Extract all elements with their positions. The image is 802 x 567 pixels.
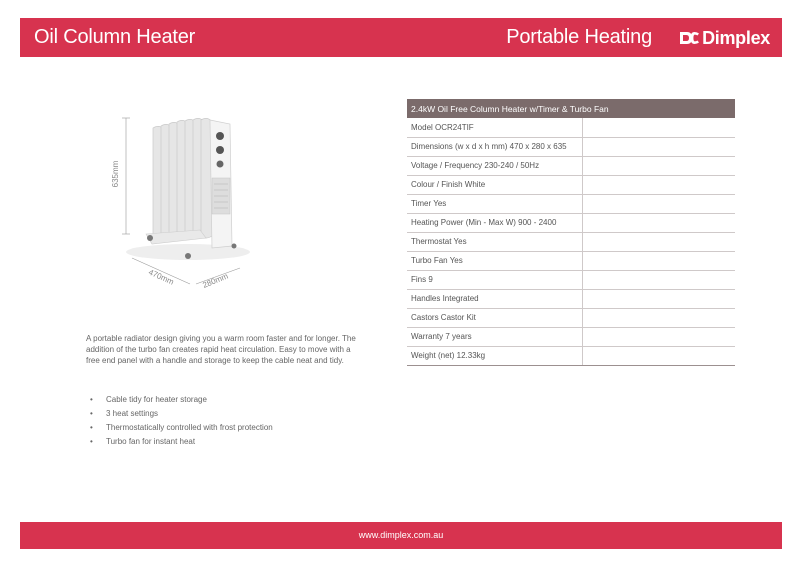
- spec-cell: Voltage / Frequency 230-240 / 50Hz: [407, 156, 582, 175]
- table-row: [407, 213, 735, 232]
- table-row: [407, 137, 735, 156]
- table-row: [407, 308, 735, 327]
- spec-cell: Thermostat Yes: [407, 232, 582, 251]
- spec-cell: Castors Castor Kit: [407, 308, 582, 327]
- spec-empty-cell: [582, 232, 735, 251]
- spec-cell: Turbo Fan Yes: [407, 251, 582, 270]
- spec-empty-cell: [582, 213, 735, 232]
- depth-dimension-label: 280mm: [201, 271, 230, 290]
- spec-cell: Colour / Finish White: [407, 175, 582, 194]
- table-row: [407, 289, 735, 308]
- brand-logo: [678, 27, 770, 49]
- spec-cell: Weight (net) 12.33kg: [407, 346, 582, 365]
- spec-cell: Timer Yes: [407, 194, 582, 213]
- spec-empty-cell: [582, 137, 735, 156]
- website-link[interactable]: www.dimplex.com.au: [358, 530, 444, 540]
- footer-banner: [20, 522, 782, 549]
- spec-empty-cell: [582, 327, 735, 346]
- feature-item: • Turbo fan for instant heat: [90, 437, 196, 446]
- feature-item: • Cable tidy for heater storage: [90, 395, 207, 404]
- spec-empty-cell: [582, 175, 735, 194]
- brand-name: Dimplex: [702, 27, 770, 48]
- table-row: [407, 270, 735, 289]
- feature-item: • 3 heat settings: [90, 409, 159, 418]
- spec-empty-cell: [582, 156, 735, 175]
- table-row: [407, 175, 735, 194]
- width-dimension-label: 470mm: [147, 267, 176, 287]
- table-row: [407, 232, 735, 251]
- table-row: [407, 251, 735, 270]
- spec-cell: Handles Integrated: [407, 289, 582, 308]
- spec-cell: Fins 9: [407, 270, 582, 289]
- table-row: [407, 346, 735, 365]
- table-row: [407, 156, 735, 175]
- spec-empty-cell: [582, 289, 735, 308]
- header-banner: [20, 18, 782, 57]
- spec-empty-cell: [582, 251, 735, 270]
- spec-table-heading: 2.4kW Oil Free Column Heater w/Timer & Turbo Fan: [407, 99, 735, 118]
- table-row: [407, 327, 735, 346]
- spec-empty-cell: [582, 118, 735, 137]
- spec-cell: Heating Power (Min - Max W) 900 - 2400: [407, 213, 582, 232]
- spec-cell: Dimensions (w x d x h mm) 470 x 280 x 635: [407, 137, 582, 156]
- feature-list: [88, 393, 368, 449]
- spec-empty-cell: [582, 308, 735, 327]
- spec-empty-cell: [582, 194, 735, 213]
- heater-body: [126, 118, 250, 260]
- feature-item: • Thermostatically controlled with frost protection: [90, 423, 273, 432]
- dimplex-logo-icon: [678, 29, 700, 47]
- spec-empty-cell: [582, 270, 735, 289]
- heater-product-image: [108, 106, 268, 296]
- spec-cell: Warranty 7 years: [407, 327, 582, 346]
- spec-empty-cell: [582, 346, 735, 365]
- height-dimension-label: 635mm: [111, 160, 120, 188]
- product-title: Oil Column Heater: [34, 26, 196, 48]
- table-row: [407, 118, 735, 137]
- specifications-table: [407, 99, 735, 366]
- table-row: [407, 194, 735, 213]
- product-description: A portable radiator design giving you a warm room faster and for longer. The addition of the turbo fan creates rapid heat circulation. Easy to move with a free end panel with a handle and storage to keep the cable neat and tidy.: [86, 334, 356, 365]
- category-title: Portable Heating: [506, 26, 652, 48]
- spec-cell: Model OCR24TIF: [407, 118, 582, 137]
